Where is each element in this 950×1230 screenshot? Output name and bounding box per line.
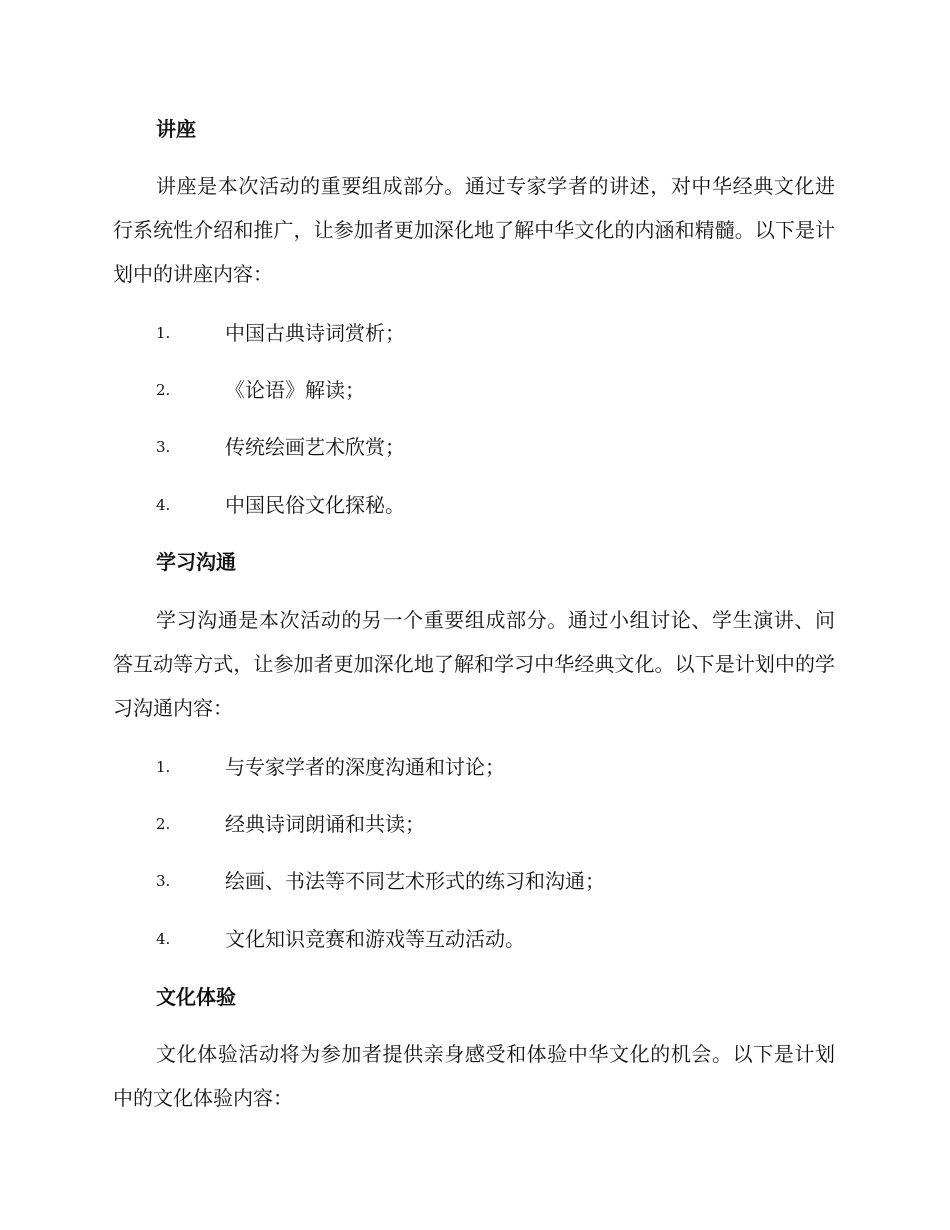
list-item [0,490,950,520]
list-item [0,809,950,839]
section-paragraph-culture-experience: 文化体验活动将为参加者提供亲身感受和体验中华文化的机会。以下是计划中的文化体验内容： [113,1042,835,1110]
list-item-number: 4. [156,496,171,514]
list-item [0,924,950,954]
list-item-number: 1. [156,758,171,776]
section-paragraph-communication: 学习沟通是本次活动的另一个重要组成部分。通过小组讨论、学生演讲、问答互动等方式，让参加者更加深化地了解和学习中华经典文化。以下是计划中的学习沟通内容： [113,608,835,720]
list-item-number: 3. [156,872,171,890]
section-heading-communication: 学习沟通 [156,550,236,574]
list-item-number: 1. [156,324,171,342]
list-item [0,866,950,896]
list-item-text: 文化知识竞赛和游戏等互动活动。 [225,927,525,951]
list-item [0,318,950,348]
list-item-number: 4. [156,930,171,948]
list-item [0,432,950,462]
list-item-number: 2. [156,381,171,399]
list-item-number: 2. [156,815,171,833]
section-heading-lecture: 讲座 [156,117,196,141]
list-item-text: 中国民俗文化探秘。 [225,493,405,517]
list-item-text: 与专家学者的深度沟通和讨论； [225,755,505,779]
list-item-number: 3. [156,438,171,456]
list-item-text: 经典诗词朗诵和共读； [225,812,425,836]
list-item-text: 《论语》解读； [225,378,365,402]
section-paragraph-lecture: 讲座是本次活动的重要组成部分。通过专家学者的讲述，对中华经典文化进行系统性介绍和推广，让参加者更加深化地了解中华文化的内涵和精髓。以下是计划中的讲座内容： [113,174,835,286]
list-item-text: 中国古典诗词赏析； [225,321,405,345]
list-item-text: 绘画、书法等不同艺术形式的练习和沟通； [225,869,605,893]
list-item [0,752,950,782]
section-heading-culture-experience: 文化体验 [156,985,236,1009]
list-item [0,375,950,405]
list-item-text: 传统绘画艺术欣赏； [225,435,405,459]
